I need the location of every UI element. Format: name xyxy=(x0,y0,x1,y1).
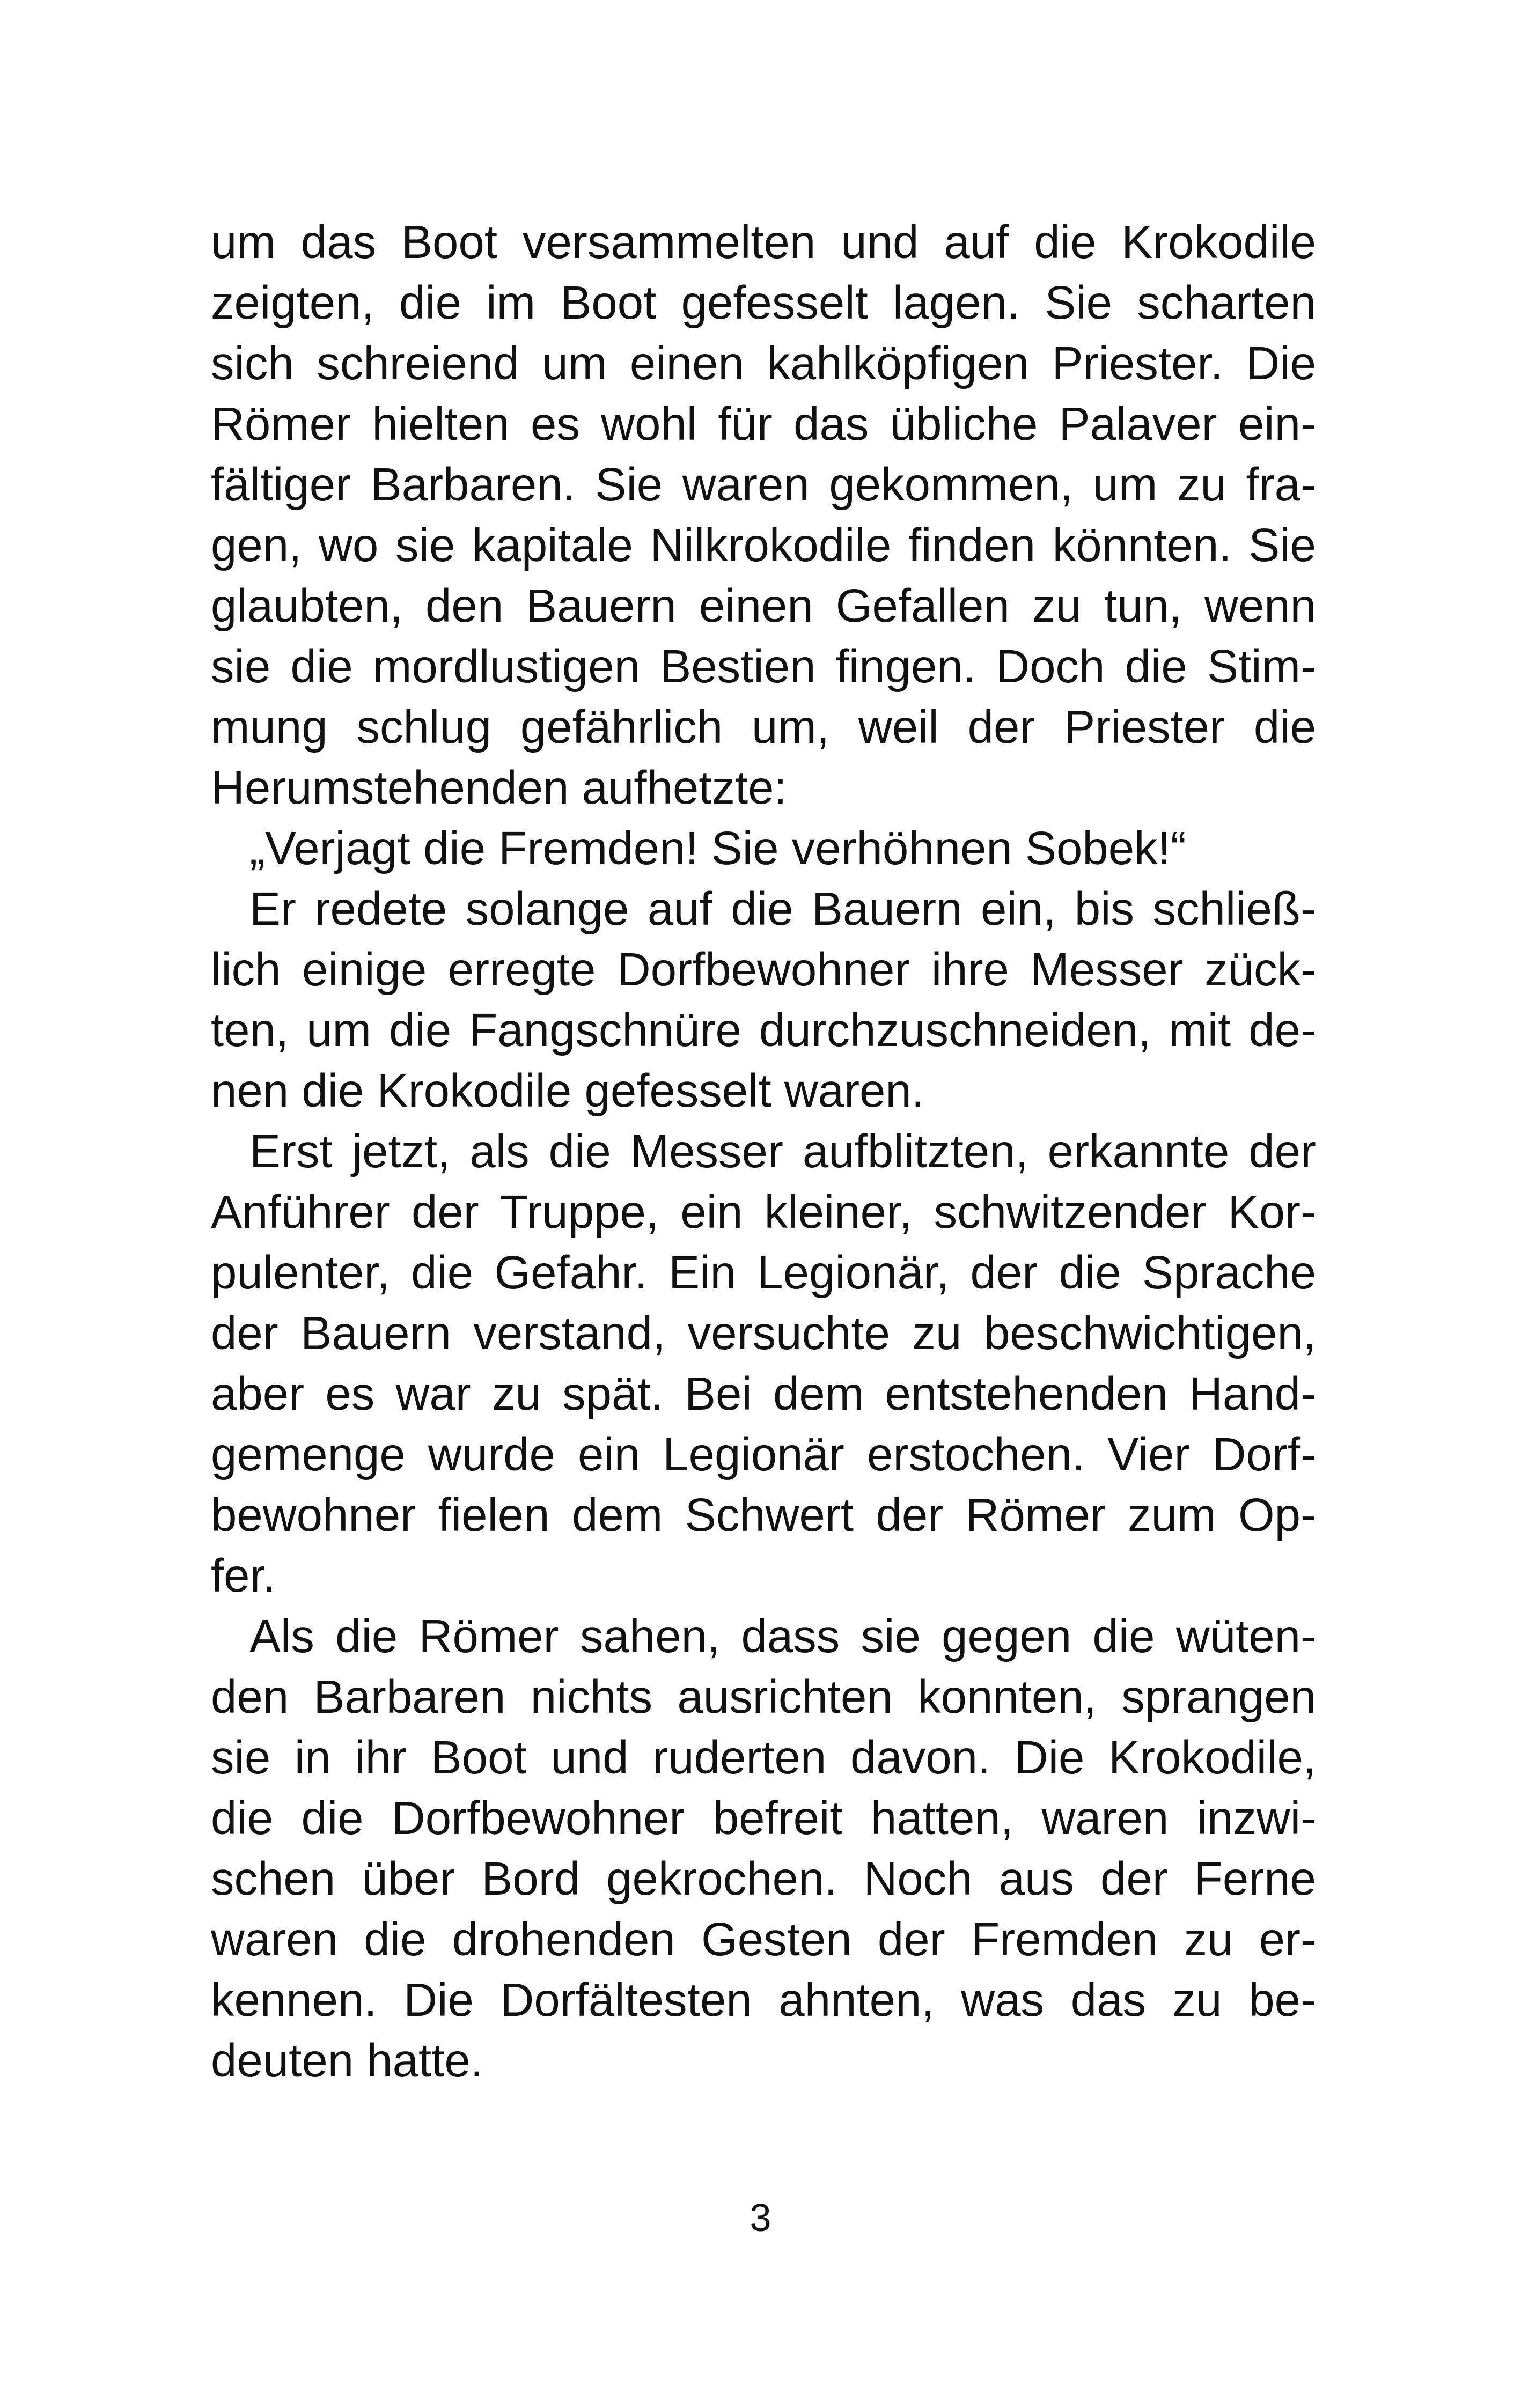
text-line: pulenter, die Gefahr. Ein Legionär, der die Sprache xyxy=(211,1247,1316,1299)
text-line: Erst jetzt, als die Messer aufblitzten, erkannte der xyxy=(249,1125,1316,1177)
text-line: Herumstehenden aufhetzte: xyxy=(211,762,787,814)
body-text xyxy=(211,212,1316,2091)
text-line: den Barbaren nichts ausrichten konnten, sprangen xyxy=(211,1671,1316,1723)
text-line: der Bauern verstand, versuchte zu beschwichtigen, xyxy=(211,1307,1316,1359)
text-line: gemenge wurde ein Legionär erstochen. Vier Dorf- xyxy=(211,1428,1316,1481)
text-line: Römer hielten es wohl für das übliche Palaver ein- xyxy=(211,398,1316,450)
text-line: schen über Bord gekrochen. Noch aus der Ferne xyxy=(211,1853,1316,1905)
text-line: bewohner fielen dem Schwert der Römer zum Op- xyxy=(211,1489,1316,1541)
text-line: Er redete solange auf die Bauern ein, bis schließ- xyxy=(249,883,1316,935)
text-line: nen die Krokodile gefesselt waren. xyxy=(211,1065,924,1117)
text-line: sie in ihr Boot und ruderten davon. Die Krokodile, xyxy=(211,1732,1316,1784)
text-line: gen, wo sie kapitale Nilkrokodile finden könnten. Sie xyxy=(211,519,1316,571)
page-number: 3 xyxy=(750,2197,771,2240)
text-line: lich einige erregte Dorfbewohner ihre Messer zück- xyxy=(211,944,1316,996)
text-line: mung schlug gefährlich um, weil der Priester die xyxy=(211,701,1316,753)
text-line: sie die mordlustigen Bestien fingen. Doch die Stim- xyxy=(211,640,1316,693)
text-line: ten, um die Fangschnüre durchzuschneiden, mit de- xyxy=(211,1004,1316,1056)
text-line: kennen. Die Dorfältesten ahnten, was das zu be- xyxy=(211,1974,1316,2026)
text-line: Als die Römer sahen, dass sie gegen die wüten- xyxy=(249,1610,1316,1662)
text-line: Anführer der Truppe, ein kleiner, schwitzender Kor- xyxy=(211,1186,1316,1238)
text-line: die die Dorfbewohner befreit hatten, waren inzwi- xyxy=(211,1792,1316,1844)
text-line: „Verjagt die Fremden! Sie verhöhnen Sobek!“ xyxy=(249,822,1186,874)
text-line: zeigten, die im Boot gefesselt lagen. Sie scharten xyxy=(211,277,1316,329)
text-line: um das Boot versammelten und auf die Krokodile xyxy=(211,216,1316,268)
text-line: glaubten, den Bauern einen Gefallen zu tun, wenn xyxy=(211,580,1316,632)
text-line: fer. xyxy=(211,1550,276,1602)
text-line: sich schreiend um einen kahlköpfigen Priester. Die xyxy=(211,337,1316,389)
text-line: aber es war zu spät. Bei dem entstehenden Hand- xyxy=(211,1368,1316,1420)
text-line: deuten hatte. xyxy=(211,2035,483,2087)
text-line: waren die drohenden Gesten der Fremden zu er- xyxy=(211,1913,1316,1965)
text-line: fältiger Barbaren. Sie waren gekommen, um zu fra- xyxy=(211,459,1316,511)
